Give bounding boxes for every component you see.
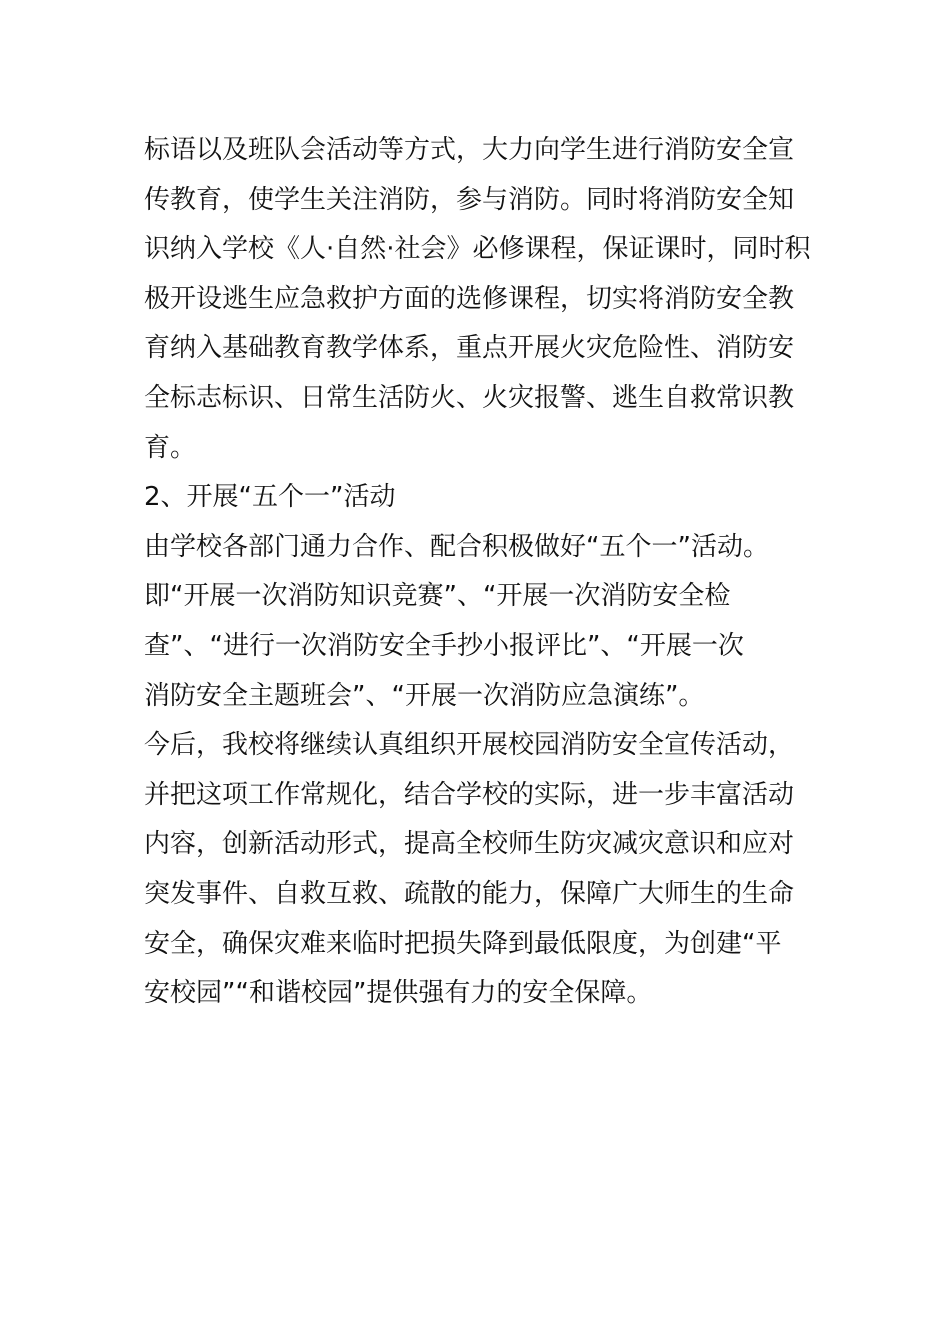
text-line: 安全，确保灾难来临时把损失降到最低限度，为创建“平 <box>144 928 782 959</box>
text-line: 即“开展一次消防知识竞赛”、“开展一次消防安全检 <box>144 581 731 612</box>
text-line: 标语以及班队会活动等方式，大力向学生进行消防安全宣 <box>144 135 795 165</box>
text-line: 识纳入学校《人·自然·社会》必修课程，保证课时，同时积 <box>144 234 811 265</box>
text-line: 查”、“进行一次消防安全手抄小报评比”、“开展一次 <box>144 630 744 661</box>
text-line: 并把这项工作常规化，结合学校的实际，进一步丰富活动 <box>144 779 795 810</box>
text-line: 今后，我校将继续认真组织开展校园消防安全宣传活动， <box>144 730 795 761</box>
text-line: 内容，创新活动形式，提高全校师生防灾减灾意识和应对 <box>144 829 795 860</box>
text-line: 消防安全主题班会”、“开展一次消防应急演练”。 <box>144 680 705 711</box>
text-line: 突发事件、自救互救、疏散的能力，保障广大师生的生命 <box>144 878 795 909</box>
section-heading: 2、开展“五个一”活动 <box>144 482 396 513</box>
text-line: 由学校各部门通力合作、配合积极做好“五个一”活动。 <box>144 531 769 562</box>
text-line: 育。 <box>144 432 197 463</box>
text-line: 极开设逃生应急救护方面的选修课程，切实将消防安全教 <box>144 283 795 314</box>
text-line: 传教育，使学生关注消防，参与消防。同时将消防安全知 <box>144 184 795 215</box>
text-line: 育纳入基础教育教学体系，重点开展火灾危险性、消防安 <box>144 333 795 364</box>
text-line: 全标志标识、日常生活防火、火灾报警、逃生自救常识教 <box>144 382 795 413</box>
text-line: 安校园”“和谐校园”提供强有力的安全保障。 <box>144 978 653 1009</box>
document-body <box>144 126 811 1019</box>
